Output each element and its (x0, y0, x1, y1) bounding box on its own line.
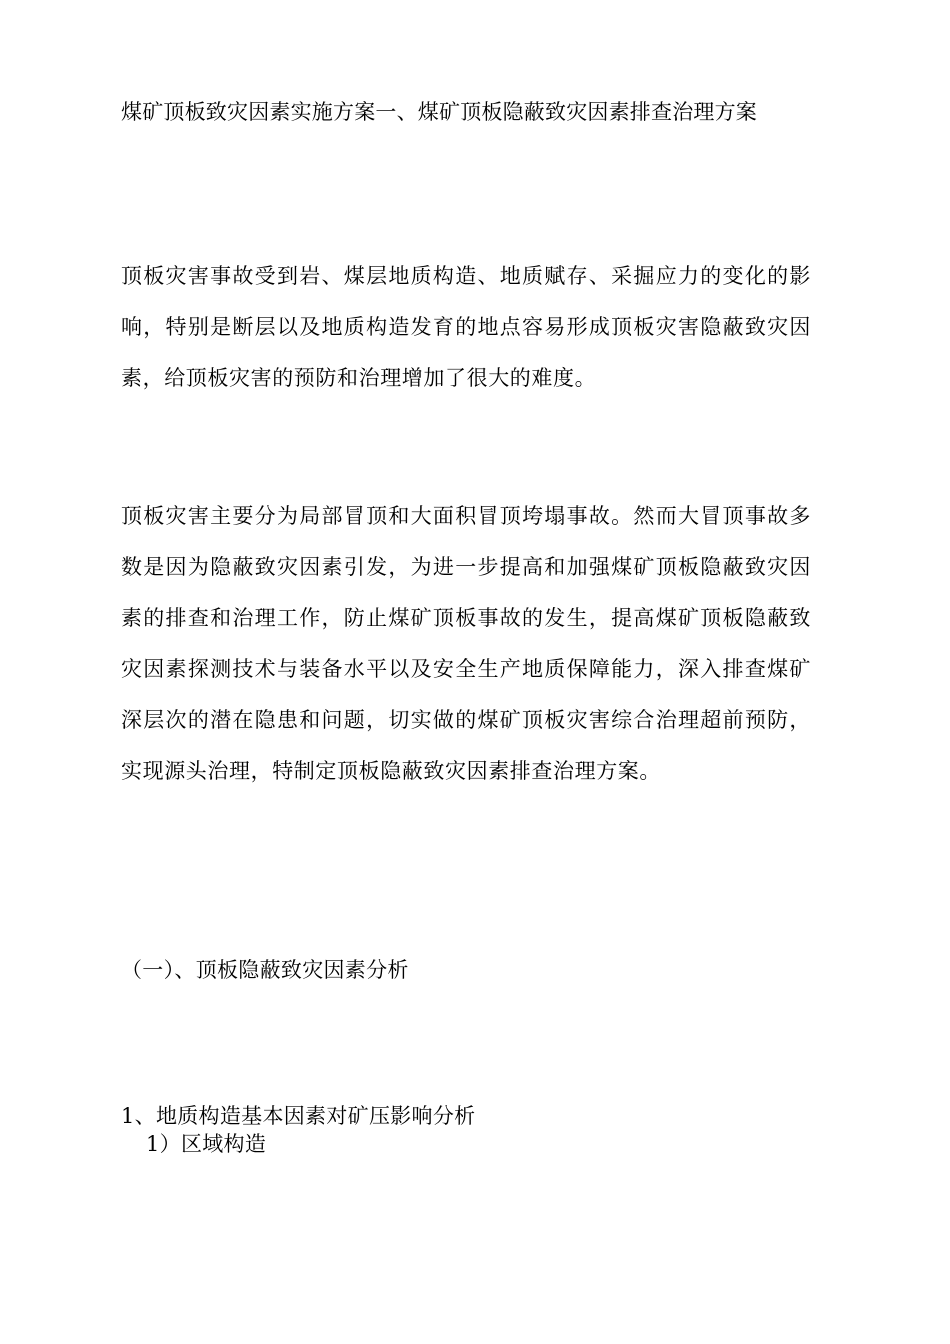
subheading-regional-structure: 1）区域构造 (146, 1132, 267, 1156)
subheading-geological-structure: 1、地质构造基本因素对矿压影响分析 (121, 1104, 476, 1128)
paragraph-roof-disaster-types: 顶板灾害主要分为局部冒顶和大面积冒顶垮塌事故。然而大冒顶事故多数是因为隐蔽致灾因素引发，为进一步提高和加强煤矿顶板隐蔽致灾因素的排查和治理工作，防止煤矿顶板事故的发生，提高煤矿顶板隐蔽致灾因素探测技术与装备水平以及安全生产地质保障能力，深入排查煤矿深层次的潜在隐患和问题，切实做的煤矿顶板灾害综合治理超前预防，实现源头治理，特制定顶板隐蔽致灾因素排查治理方案。 (121, 504, 811, 783)
document-title: 煤矿顶板致灾因素实施方案一、煤矿顶板隐蔽致灾因素排查治理方案 (121, 100, 757, 124)
paragraph-roof-disaster-causes: 顶板灾害事故受到岩、煤层地质构造、地质赋存、采掘应力的变化的影响，特别是断层以及地质构造发育的地点容易形成顶板灾害隐蔽致灾因素，给顶板灾害的预防和治理增加了很大的难度。 (121, 264, 811, 390)
section-heading: （一）、顶板隐蔽致灾因素分析 (121, 958, 409, 982)
